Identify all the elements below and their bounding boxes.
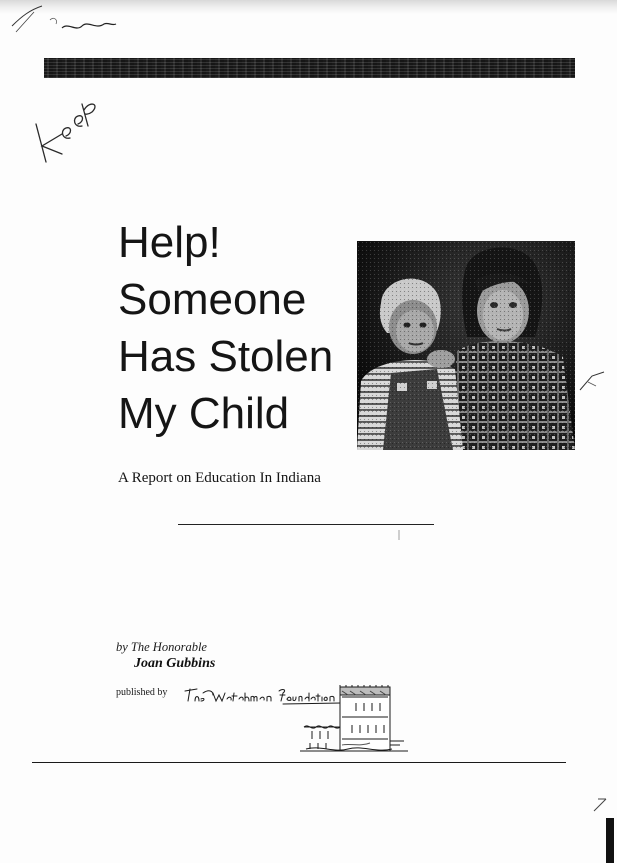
bottom-divider-line	[32, 762, 566, 763]
stray-mark	[578, 368, 608, 394]
watchman-foundation-building-logo	[300, 685, 408, 757]
handwritten-scribble	[10, 2, 120, 42]
byline: by The Honorable	[116, 640, 207, 654]
report-subtitle: A Report on Education In Indiana	[118, 470, 321, 486]
title-line-4: My Child	[118, 389, 290, 438]
author-name: Joan Gubbins	[134, 656, 216, 671]
report-title	[118, 214, 348, 442]
header-bar	[44, 58, 575, 78]
page-edge-mark	[606, 818, 614, 863]
title-line-1: Help!	[118, 218, 221, 267]
keep-handwritten-note	[32, 96, 112, 166]
published-by-label: published by	[116, 687, 168, 698]
stray-mark	[590, 795, 610, 815]
stray-mark	[396, 530, 402, 540]
children-photo	[357, 241, 575, 450]
children-photo-illustration	[357, 241, 575, 450]
divider-line	[178, 524, 434, 525]
title-line-2: Someone	[118, 275, 307, 324]
title-line-3: Has Stolen	[118, 332, 334, 381]
